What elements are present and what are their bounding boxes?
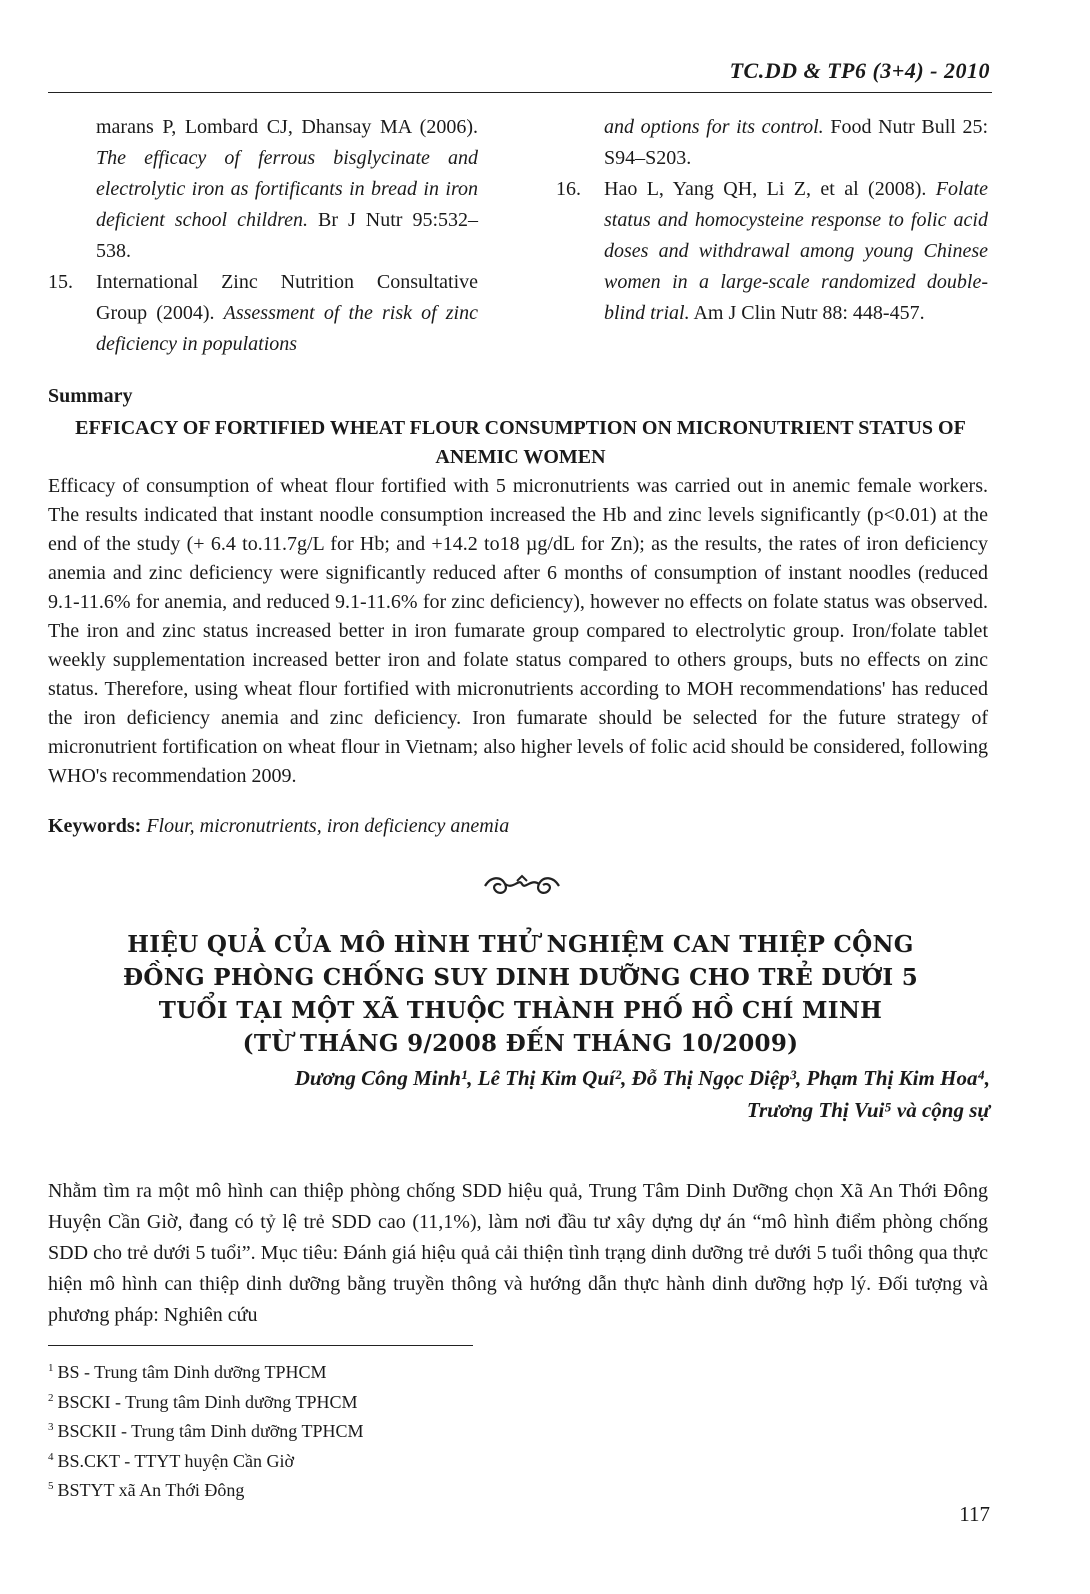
footnote-item [48, 1445, 364, 1475]
reference-item [556, 174, 988, 329]
footnote-text: BS.CKT - TTYT huyện Cần Giờ [57, 1450, 295, 1471]
footnote-text: BSCKII - Trung tâm Dinh dưỡng TPHCM [57, 1421, 364, 1441]
reference-title: and options for its control. [604, 116, 824, 138]
reference-authors: marans P, Lombard CJ, Dhansay MA (2006). [96, 116, 478, 138]
footnote-number: 1 [48, 1362, 54, 1374]
reference-source: Food Nutr Bull 25: S94–S203. [604, 116, 988, 169]
reference-authors: International Zinc Nutrition Consultative Group (2004). [96, 271, 478, 324]
article-title-line: HIỆU QUẢ CỦA MÔ HÌNH THỬ NGHIỆM CAN THIỆP CỘNG [127, 931, 914, 958]
summary-heading: Summary [48, 385, 133, 407]
article-title-line: TUỔI TẠI MỘT XÃ THUỘC THÀNH PHỐ HỒ CHÍ MINH [158, 997, 883, 1024]
footnote-rule [48, 1345, 473, 1346]
summary-title: EFFICACY OF FORTIFIED WHEAT FLOUR CONSUMPTION ON MICRONUTRIENT STATUS OF ANEMIC WOMEN [75, 417, 966, 468]
references-left-column [48, 112, 478, 360]
article-body: Nhằm tìm ra một mô hình can thiệp phòng chống SDD hiệu quả, Trung Tâm Dinh Dưỡng chọn Xã An Thới Đông Huyện Cần Giờ, đang có tỷ lệ trẻ SDD cao (11,1%), làm nơi đầu tư xây dựng dự án “mô hình điểm phòng chống SDD cho trẻ dưới 5 tuổi”. Mục tiêu: Đánh giá hiệu quả cải thiện tình trạng dinh dưỡng trẻ dưới 5 tuổi thông qua thực hiện mô hình can thiệp dinh dưỡng bằng truyền thông và hướng dẫn thực hành dinh dưỡng hợp lý. Đối tượng và phương pháp: Nghiên cứu [48, 1180, 988, 1326]
reference-item [48, 267, 478, 360]
article-title-line: ĐỒNG PHÒNG CHỐNG SUY DINH DƯỠNG CHO TRẺ DƯỚI 5 [122, 964, 918, 991]
article-title [48, 928, 993, 1060]
article-authors [295, 1062, 990, 1126]
footnote-item [48, 1415, 364, 1445]
ornament-divider-icon [477, 868, 567, 900]
reference-title: The efficacy of ferrous bisglycinate and electrolytic iron as fortificants in bread in iron deficient school children. [96, 147, 478, 231]
footnote-item [48, 1386, 364, 1416]
footnote-item [48, 1356, 364, 1386]
footnote-item [48, 1474, 364, 1504]
footnote-text: BSTYT xã An Thới Đông [57, 1480, 245, 1500]
footnote-number: 5 [48, 1480, 54, 1492]
reference-authors: Hao L, Yang QH, Li Z, et al (2008). [604, 178, 936, 200]
authors-line-1: Dương Công Minh¹, Lê Thị Kim Quí², Đỗ Thị Ngọc Diệp³, Phạm Thị Kim Hoa⁴, [294, 1066, 990, 1090]
footnote-text: BS - Trung tâm Dinh dưỡng TPHCM [57, 1362, 327, 1382]
header-rule [48, 92, 992, 93]
footnote-number: 3 [48, 1421, 54, 1433]
reference-number: 16. [556, 178, 581, 200]
reference-source: Am J Clin Nutr 88: 448-457. [689, 302, 925, 324]
reference-item [48, 112, 478, 267]
keywords-line [48, 815, 509, 838]
reference-item [556, 112, 988, 174]
references-right-column [556, 112, 988, 329]
footnote-number: 2 [48, 1391, 54, 1404]
reference-source: Br J Nutr 95:532–538. [96, 209, 479, 262]
keywords-label: Keywords: [48, 815, 142, 837]
reference-number: 15. [48, 271, 73, 293]
article-title-line: (TỪ THÁNG 9/2008 ĐẾN THÁNG 10/2009) [242, 1030, 799, 1057]
page-number: 117 [959, 1502, 990, 1526]
reference-title: Folate status and homocysteine response to folic acid doses and withdrawal among young Chinese women in a large-scale randomized double-blind trial. [604, 178, 988, 324]
footnote-number: 4 [48, 1450, 54, 1463]
authors-line-2: Trương Thị Vui⁵ và cộng sự [746, 1098, 990, 1122]
footnotes [48, 1356, 364, 1504]
keywords-text: Flour, micronutrients, iron deficiency anemia [141, 815, 510, 837]
journal-header: TC.DD & TP6 (3+4) - 2010 [729, 58, 990, 83]
summary-body: Efficacy of consumption of wheat flour fortified with 5 micronutrients was carried out in anemic female workers. The results indicated that instant noodle consumption increased the Hb and zinc levels significantly (p<0.01) at the end of the study (+ 6.4 to.11.7g/L for Hb; and +14.2 to18 µg/dL for Zn); as the results, the rates of iron deficiency anemia and zinc deficiency were significantly reduced after 6 months of consumption of instant noodles (reduced 9.1-11.6% for anemia, and reduced 9.1-11.6% for zinc deficiency), however no effects on folate status was observed. The iron and zinc status increased better in iron fumarate group compared to electrolytic group. Iron/folate tablet weekly supplementation increased better iron and folate status compared to others groups, buts no effects on zinc status. Therefore, using wheat flour fortified with micronutrients according to MOH recommendations' has reduced the iron deficiency anemia and zinc deficiency. Iron fumarate should be selected for the future strategy of micronutrient fortification on wheat flour in Vietnam; also higher levels of folic acid should be considered, following WHO's recommendation 2009. [48, 475, 988, 787]
footnote-text: BSCKI - Trung tâm Dinh dưỡng TPHCM [57, 1391, 358, 1412]
reference-title: Assessment of the risk of zinc deficiency in populations [96, 302, 478, 355]
